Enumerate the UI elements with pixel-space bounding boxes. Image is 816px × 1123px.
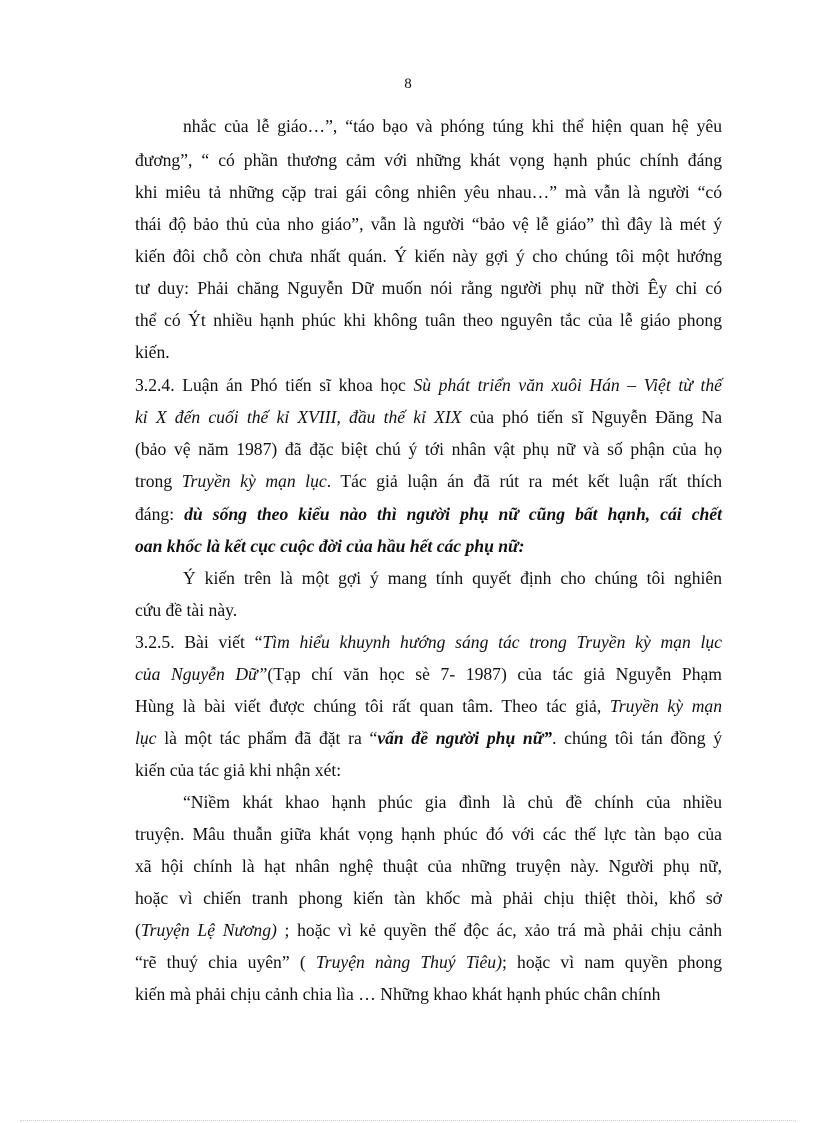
text-line	[135, 374, 722, 396]
text-line	[135, 951, 722, 973]
text-run: của phó tiến sĩ Nguyễn Đăng Na	[461, 407, 723, 427]
text-line	[135, 631, 722, 653]
text-run: thái độ bảo thủ của nho giáo”, vẫn là người “bảo vệ lễ giáo” thì đây là mét ý	[135, 214, 722, 234]
text-line	[135, 759, 722, 781]
text-run: (Tạp chí văn học sè 7- 1987) của tác giả Nguyễn Phạm	[267, 664, 722, 684]
text-run: khi miêu tả những cặp trai gái công nhiên yêu nhau…” mà vẫn là người “có	[135, 182, 722, 202]
text-line	[135, 855, 722, 877]
text-line	[135, 470, 722, 492]
text-line	[183, 791, 722, 813]
text-run: là một tác phẩm đã đặt ra “	[156, 728, 378, 748]
text-run: tư duy: Phải chăng Nguyễn Dữ muốn nói rằng người phụ nữ thời Êy chỉ có	[135, 278, 722, 298]
text-run: Truyện Lệ Nương)	[140, 920, 277, 940]
text-run: Tìm hiểu khuynh hướng sáng tác trong Truyền kỳ mạn lục	[262, 632, 722, 652]
text-run: kiến.	[135, 342, 170, 362]
text-line	[135, 341, 722, 363]
text-run: 3.2.5. Bài viết “	[135, 632, 263, 652]
text-line	[135, 438, 722, 460]
text-run: kiến của tác giả khi nhận xét:	[135, 760, 342, 780]
text-line	[135, 823, 722, 845]
text-run: kỉ X đến cuối thế kỉ XVIII, đầu thế kỉ XIX	[135, 407, 462, 427]
text-run: oan khốc là kết cục cuộc đời của hầu hết các phụ nữ:	[135, 536, 525, 556]
text-run: vấn đề người phụ nữ”	[377, 728, 553, 748]
text-run: Sù phát triển văn xuôi Hán – Việt từ thế	[413, 375, 722, 395]
text-line	[135, 983, 722, 1005]
text-run: Truyền kỳ mạn lục	[181, 471, 327, 491]
page-bottom-rule	[20, 1120, 796, 1121]
text-run: dù sống theo kiểu nào thì người phụ nữ cũng bất hạnh, cái chết	[184, 504, 722, 524]
text-run: Truyền kỳ mạn	[609, 696, 722, 716]
text-run: thể có Ýt nhiều hạnh phúc khi không tuân theo nguyên tắc của lễ giáo phong	[135, 310, 722, 330]
text-run: hoặc vì chiến tranh phong kiến tàn khốc mà phải chịu thiệt thòi, khổ sở	[135, 888, 722, 908]
text-line	[135, 663, 722, 685]
text-run: truyện. Mâu thuẫn giữa khát vọng hạnh phúc đó với các thế lực tàn bạo của	[135, 824, 722, 844]
text-run: nhắc của lễ giáo…”, “táo bạo và phóng túng khi thể hiện quan hệ yêu	[183, 116, 722, 136]
text-run: Hùng là bài viết được chúng tôi rất quan tâm. Theo tác giả,	[135, 696, 610, 716]
text-run: đáng:	[135, 504, 185, 524]
text-run: của Nguyễn Dữ”	[135, 664, 268, 684]
text-run: . Tác giả luận án đã rút ra mét kết luận rất thích	[326, 471, 722, 491]
text-run: xã hội chính là hạt nhân nghệ thuật của những truyện này. Người phụ nữ,	[135, 856, 722, 876]
text-line	[135, 245, 722, 267]
text-line	[183, 115, 722, 137]
text-run: cứu đề tài này.	[135, 600, 238, 620]
text-run: “Niềm khát khao hạnh phúc gia đình là chủ đề chính của nhiều	[183, 792, 722, 812]
text-line	[135, 535, 722, 557]
text-run: Truyện nàng Thuý Tiêu)	[315, 952, 502, 972]
text-run: ; hoặc vì nam quyền phong	[501, 952, 722, 972]
text-run: (bảo vệ năm 1987) đã đặc biệt chú ý tới nhân vật phụ nữ và số phận của họ	[135, 439, 722, 459]
text-line	[183, 567, 722, 589]
text-line	[135, 149, 722, 171]
text-run: . chúng tôi tán đồng ý	[552, 728, 722, 748]
text-line	[135, 727, 722, 749]
text-line	[135, 181, 722, 203]
text-line	[135, 887, 722, 909]
text-run: (	[135, 920, 141, 940]
text-line	[135, 503, 722, 525]
text-run: ; hoặc vì kẻ quyền thế độc ác, xảo trá mà phải chịu cảnh	[276, 920, 723, 940]
text-run: kiến mà phải chịu cảnh chia lìa … Những khao khát hạnh phúc chân chính	[135, 984, 661, 1004]
text-run: “rẽ thuý chia uyên” (	[135, 952, 316, 972]
page-number: 8	[404, 76, 412, 92]
text-run: Ý kiến trên là một gợi ý mang tính quyết định cho chúng tôi nghiên	[183, 568, 722, 588]
text-line	[135, 695, 722, 717]
text-line	[135, 406, 722, 428]
text-line	[135, 213, 722, 235]
text-line	[135, 277, 722, 299]
text-run: trong	[135, 471, 182, 491]
text-line	[135, 599, 722, 621]
text-run: lục	[135, 728, 157, 748]
text-run: 3.2.4. Luận án Phó tiến sĩ khoa học	[135, 375, 414, 395]
text-run: đương”, “ có phần thương cảm với những khát vọng hạnh phúc chính đáng	[135, 150, 722, 170]
text-line	[135, 919, 722, 941]
text-run: kiến đôi chỗ còn chưa nhất quán. Ý kiến này gợi ý cho chúng tôi một hướng	[135, 246, 722, 266]
text-line	[135, 309, 722, 331]
